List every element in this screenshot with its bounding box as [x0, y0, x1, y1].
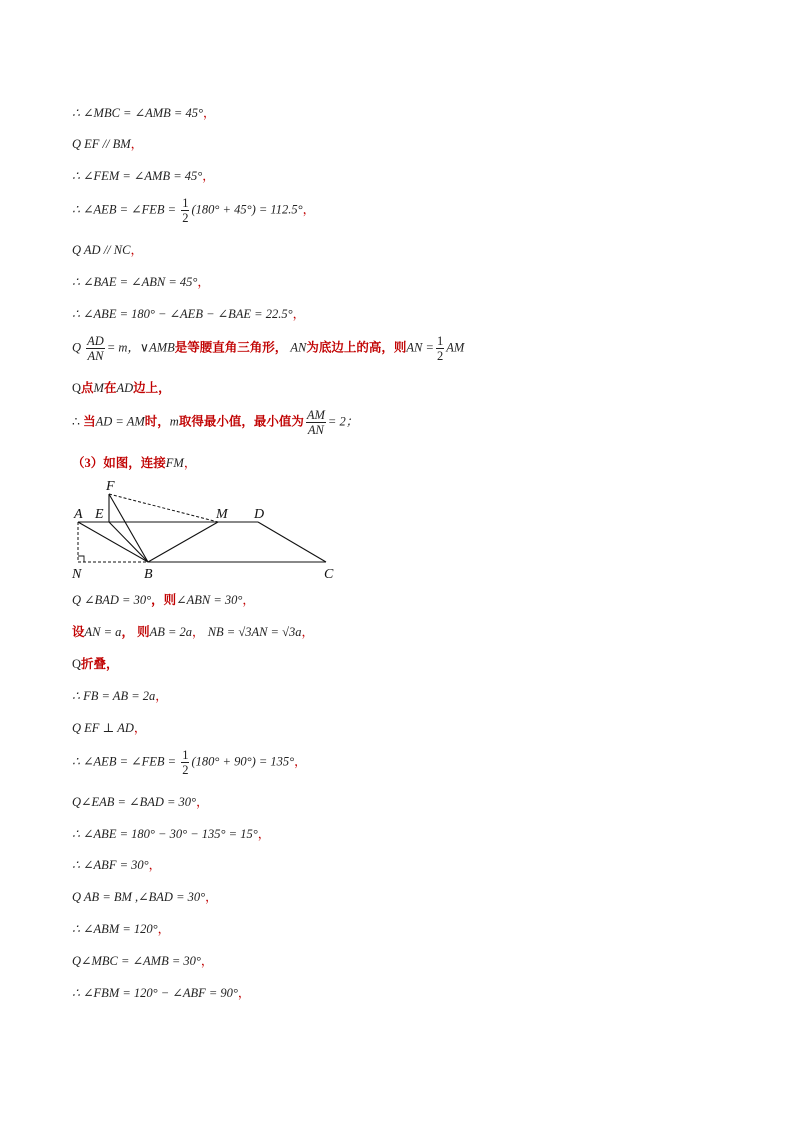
label-f: F [106, 479, 115, 494]
line-mbc-amb: ∴ ∠MBC = ∠AMB = 45°， [72, 106, 216, 120]
line-fb-ab: ∴ FB = AB = 2a， [72, 689, 168, 703]
line-folding: Q折叠， [72, 657, 119, 671]
part-3-heading: （3）如图，连接FM， [72, 456, 197, 470]
line-ab-bm: Q AB = BM ,∠BAD = 30°， [72, 890, 218, 904]
label-d: D [254, 507, 265, 522]
fraction-half-am: $\frac{1}{2}$ [436, 334, 444, 363]
line-ad-parallel-nc: Q AD // NC， [72, 243, 143, 257]
fraction-ad-an: $\frac{AD}{AN}$ [87, 334, 104, 363]
line-bad-30: Q ∠BAD = 30°，则∠ABN = 30°， [72, 593, 255, 607]
label-m: M [216, 507, 228, 522]
line-fem-amb: ∴ ∠FEM = ∠AMB = 45°， [72, 169, 215, 183]
line-mbc-amb-30: Q∠MBC = ∠AMB = 30°， [72, 954, 214, 968]
line-ad-over-an-m: Q $\frac{AD}{AN}$ = m，∨AMB是等腰直角三角形， AN为底边上的高，则AN = $\frac{1}{2}$ AM [72, 334, 465, 363]
label-b: B [144, 567, 153, 582]
label-c: C [324, 567, 334, 582]
line-aeb-feb-112: ∴ ∠AEB = ∠FEB = $\frac{1}{2}$ (180° + 45°) = 112.5°， [72, 196, 316, 225]
line-fbm-90: ∴ ∠FBM = 120° − ∠ABF = 90°， [72, 986, 251, 1000]
line-abm-120: ∴ ∠ABM = 120°， [72, 922, 171, 936]
segment-bm [148, 522, 218, 562]
segment-fm-dashed [109, 494, 218, 522]
segment-ab [78, 522, 148, 562]
line-eab-bad: Q∠EAB = ∠BAD = 30°， [72, 795, 209, 809]
line-point-m-on-ad: Q点M在AD边上， [72, 381, 171, 395]
line-ef-parallel-bm: Q EF // BM， [72, 137, 144, 151]
geometry-figure [68, 476, 348, 589]
label-n: N [72, 567, 82, 582]
fraction-half-2: $\frac{1}{2}$ [182, 748, 189, 777]
line-bae-abn: ∴ ∠BAE = ∠ABN = 45°， [72, 275, 210, 289]
line-abe-22-5: ∴ ∠ABE = 180° − ∠AEB − ∠BAE = 22.5°， [72, 307, 306, 321]
fraction-am-an: $\frac{AM}{AN}$ [306, 408, 325, 437]
line-aeb-feb-135: ∴ ∠AEB = ∠FEB = $\frac{1}{2}$ (180° + 90°) = 135°， [72, 748, 307, 777]
right-angle-mark-n [78, 556, 84, 562]
fraction-half: $\frac{1}{2}$ [182, 196, 189, 225]
line-abe-15: ∴ ∠ABE = 180° − 30° − 135° = 15°， [72, 827, 271, 841]
label-a: A [74, 507, 83, 522]
line-let-an-a: 设AN = a， 则AB = 2a， NB = √3AN = √3a， [72, 625, 314, 639]
segment-dc [258, 522, 326, 562]
line-abf-30: ∴ ∠ABF = 30°， [72, 858, 162, 872]
label-e: E [95, 507, 104, 522]
line-min-value: ∴ 当AD = AM时，m取得最小值，最小值为 $\frac{AM}{AN}$ = 2； [72, 408, 359, 437]
line-ef-perp-ad: Q EF ⊥ AD， [72, 721, 147, 735]
figure-svg [68, 476, 348, 584]
